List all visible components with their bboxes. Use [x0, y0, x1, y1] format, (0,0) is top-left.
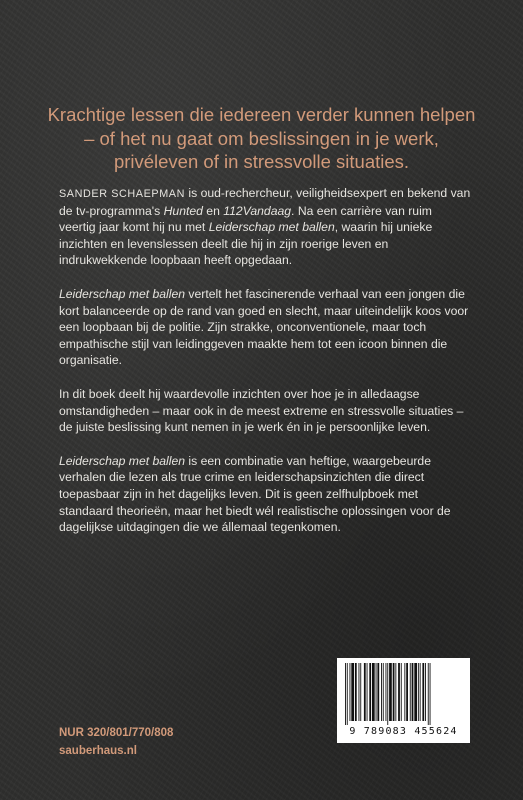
barcode-bar	[359, 663, 360, 721]
paragraph-insights: In dit boek deelt hij waardevolle inzichten over hoe je in alledaagse omstandigheden – maar ook in de meest extreme en stressvolle situaties – de juiste beslissing kunt nemen in je werk én in je persoonlijke leven.	[59, 386, 464, 435]
isbn-number: 9 789083 455624	[349, 726, 458, 737]
barcode-bar	[414, 663, 417, 721]
barcode-bar	[406, 663, 408, 721]
barcode-bar	[387, 663, 388, 725]
barcode-bar	[369, 663, 371, 721]
show-title: 112Vandaag	[223, 203, 292, 218]
tagline-line-2: – of het nu gaat om beslissingen in je werk,	[84, 127, 439, 149]
paragraph-story: Leiderschap met ballen vertelt het fascinerende verhaal van een jongen die kort balanceerde op de rand van goed en slecht, maar uiteindelijk koos voor een loopbaan bij de politie. Zijn strakke, onconventionele, maar toch empathische stijl van leidinggeven maakte hem tot een icoon binnen die organisatie.	[59, 286, 469, 368]
author-name: SANDER SCHAEPMAN	[59, 188, 185, 200]
show-title: Hunted	[163, 203, 203, 218]
barcode-bar	[376, 663, 377, 721]
nur-code: NUR 320/801/770/808	[59, 727, 174, 739]
isbn-barcode	[337, 658, 470, 743]
barcode-bar	[404, 663, 405, 721]
barcode-bar	[418, 663, 419, 721]
barcode-bar	[386, 663, 387, 721]
barcode-bar	[425, 663, 426, 721]
blurb	[59, 185, 471, 553]
tagline-line-3: privéleven of in stressvolle situaties.	[113, 151, 410, 172]
publisher-website: sauberhaus.nl	[59, 745, 137, 757]
barcode-bar	[430, 663, 431, 725]
barcode-bar	[372, 663, 375, 721]
barcode-bar	[412, 663, 414, 721]
barcode-bar	[422, 663, 424, 721]
barcode-bar	[345, 663, 346, 725]
paragraph-summary: Leiderschap met ballen is een combinatie van heftige, waargebeurde verhalen die lezen als true crime en leiderschapsinzichten die direct toepasbaar zijn in het dagelijks leven. Dit is geen zelfhulpboek met standaard theorieën, maar het biedt wél realistische oplossingen voor de dagelijkse uitdagingen die we állemaal tegenkomen.	[59, 453, 451, 535]
barcode-bar	[383, 663, 384, 721]
book-title: Leiderschap met ballen	[59, 453, 186, 468]
barcode-bar	[351, 663, 354, 721]
barcode-bar	[428, 663, 429, 725]
barcode-bar	[355, 663, 357, 721]
barcode-bar	[350, 663, 351, 721]
tagline	[40, 103, 483, 174]
barcode-bar	[420, 663, 421, 721]
book-title: Leiderschap met ballen	[59, 286, 186, 301]
barcode-bar	[381, 663, 382, 721]
barcode-bar	[377, 663, 379, 721]
barcode-bar	[389, 663, 392, 721]
barcode-bar	[395, 663, 396, 721]
barcode-bar	[367, 663, 368, 721]
barcode-bar	[401, 663, 402, 721]
barcode-bar	[398, 663, 400, 721]
paragraph-author-intro: SANDER SCHAEPMAN is oud-rechercheur, veiligheidsexpert en bekend van de tv-programma's Hunted en 112Vandaag. Na een carrière van ruim veertig jaar komt hij nu met Leiderschap met ballen, waarin hij unieke inzichten en levenslessen deelt die hij in zijn roerige leven en indrukwekkende loopbaan heeft opgedaan.	[59, 186, 471, 268]
barcode-bar	[360, 663, 361, 721]
barcode-bar	[393, 663, 395, 721]
barcode-bar	[364, 663, 366, 721]
book-title: Leiderschap met ballen	[208, 220, 335, 235]
barcode-bar	[347, 663, 348, 725]
publisher-info	[59, 724, 173, 760]
barcode-bar	[410, 663, 411, 721]
tagline-line-1: Krachtige lessen die iedereen verder kunnen helpen	[47, 104, 476, 125]
barcode-bars	[343, 663, 464, 725]
